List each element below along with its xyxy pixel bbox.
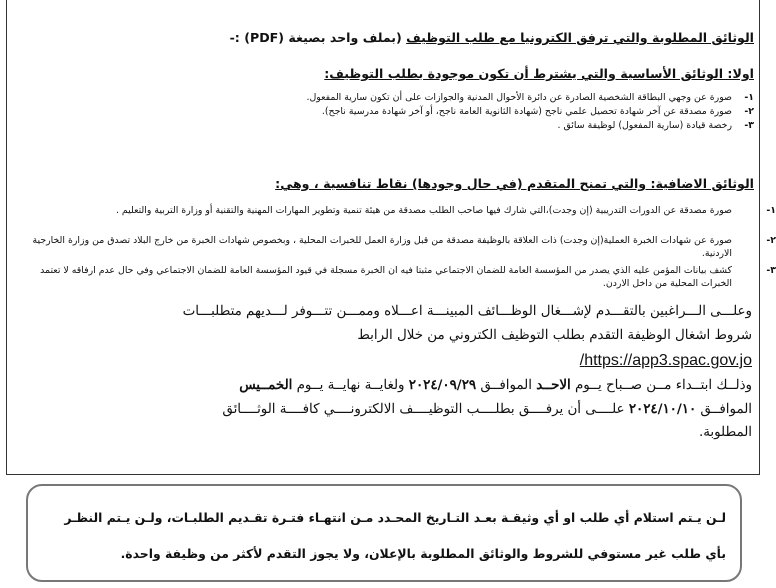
required-documents-title — [14, 30, 754, 45]
basic-item-text: صورة مصدقة عن آخر شهادة تحصيل علمي ناجح (شهادة الثانوية العامة ناجح، أو آخر شهادة مدرسية ناجح). — [321, 106, 732, 117]
start-date: ٢٠٢٤/٠٩/٢٩ — [408, 377, 477, 393]
basic-documents-title: اولا: الوثائق الأساسية والتي يشترط أن تكون موجودة بطلب التوظيف: — [324, 66, 754, 81]
additional-item-3 — [14, 264, 776, 290]
additional-documents-title: الوثائق الاضافية: والتي تمنح المتقدم (في حال وجودها) نقاط تنافسية ، وهي: — [275, 176, 754, 191]
basic-item-number: ٣- — [744, 120, 754, 131]
end-date: ٢٠٢٤/١٠/١٠ — [628, 401, 697, 417]
invite-line-2: شروط اشغال الوظيفة التقدم بطلب التوظيف الكتروني من خلال الرابط — [357, 328, 752, 343]
invite-line-4-pre: الموافــق — [696, 402, 752, 417]
basic-item-3 — [14, 119, 754, 132]
additional-item-text: كشف بيانات المؤمن عليه الذي يصدر من المؤسسة العامة للضمان الاجتماعي مثبتا فيه ان الخبرة مسجلة في قيود المؤسسة العامة للضمان الاجتماعي وفي حال عدم ارفاقه لا تعتمد الخبرات المحلية من داخل الاردن. — [40, 265, 732, 289]
additional-item-2 — [14, 234, 776, 260]
additional-item-text: صورة عن شهادات الخبرة العملية(إن وجدت) ذات العلاقة بالوظيفة مصدقة من قبل وزارة العمل للخبرات المحلية ، وبخصوص شهادات الخبرة من خارج البلاد تصدق من وزارة الخارجية الاردنية. — [32, 235, 732, 259]
application-link[interactable]: https://app3.spac.gov.jo/ — [579, 352, 752, 369]
notice-box — [26, 484, 742, 582]
application-link-row — [14, 350, 752, 370]
invite-line-4 — [14, 398, 752, 421]
end-day: الخمــيس — [239, 377, 293, 393]
basic-item-number: ٢- — [744, 106, 754, 117]
required-documents-title-main: الوثائق المطلوبة والتي ترفق الكترونيا مع طلب التوظيف — [406, 30, 754, 45]
invite-line-3-pre: وذلــك ابتــداء مــن صــباح يــوم — [570, 378, 752, 393]
invite-line-5: المطلوبة. — [698, 425, 752, 440]
basic-item-1 — [14, 91, 754, 104]
notice-line-1: لـن يـتم استلام أي طلب او أي وثيقـة بعـد التـاريخ المحـدد مـن انتهـاء فتـرة تقـديم الطلبـات، ولـن يـتم النظـر — [64, 510, 726, 525]
notice-line-2: بأي طلب غير مستوفي للشروط والوثائق المطلوبة بالإعلان، ولا يجوز التقدم لأكثر من وظيفة واحدة. — [120, 546, 726, 561]
basic-item-number: ١- — [744, 92, 754, 103]
required-documents-title-paren: (بملف واحد بصيغة (PDF) :- — [229, 30, 407, 45]
invite-line-3-post: ولغايــة نهايــة يــوم — [292, 378, 409, 393]
additional-item-1 — [14, 204, 776, 217]
additional-item-number: ٣- — [766, 265, 776, 276]
additional-item-text: صورة مصدقة عن الدورات التدريبية (إن وجدت)،التي شارك فيها صاحب الطلب مصدقة من هيئة تنمية وتطوير المهارات المهنية والتقنية أو وزارة التربية والتعليم . — [115, 205, 732, 216]
additional-item-number: ٢- — [766, 235, 776, 246]
start-day: الاحــد — [536, 377, 571, 393]
basic-item-2 — [14, 105, 754, 118]
invite-line-1: وعلـــى الـــراغبين بالتقـــدم لإشـــغال الوظـــائف المبينـــة اعـــلاه وممـــن تتـــوفر لـــديهم متطلبـــات — [182, 304, 752, 319]
basic-item-text: رخصة قيادة (سارية المفعول) لوظيفة سائق . — [557, 120, 732, 131]
basic-item-text: صورة عن وجهي البطاقة الشخصية الصادرة عن دائرة الأحوال المدنية والجوازات على أن تكون سارية المفعول. — [306, 92, 732, 103]
invite-line-3-mid: الموافــق — [476, 378, 537, 393]
additional-item-number: ١- — [766, 205, 776, 216]
invite-line-3 — [14, 374, 752, 397]
invite-line-4-post: علــــى أن يرفــــق بطلــــب التوظيــــف الالكترونــــي كافــــة الوثــــائق — [222, 402, 629, 417]
